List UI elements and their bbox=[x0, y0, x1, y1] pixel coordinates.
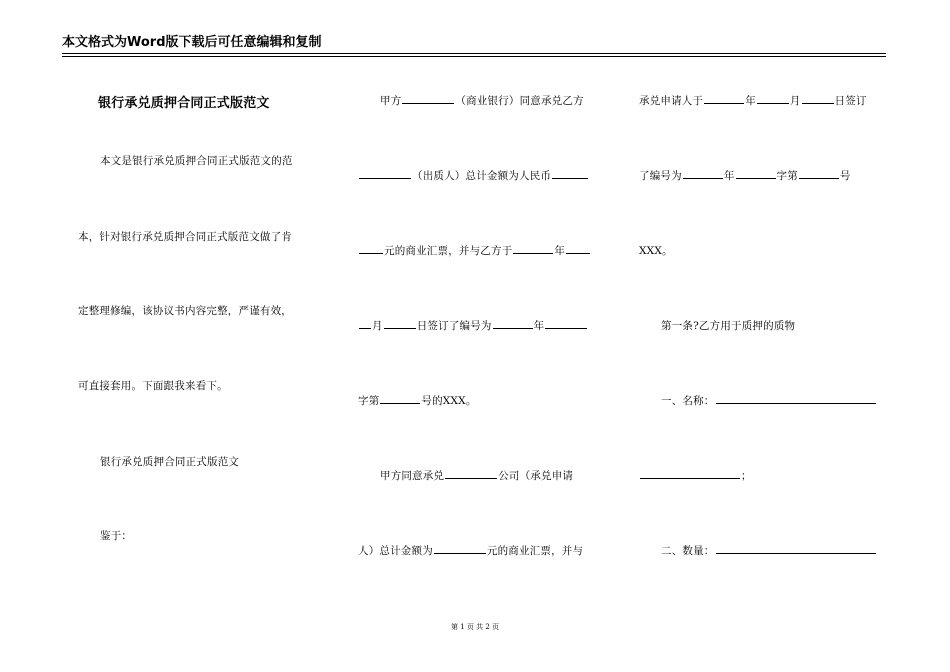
blank-field bbox=[384, 318, 416, 329]
text-fragment: 日签订了编号为 bbox=[416, 320, 492, 332]
blank-field bbox=[445, 468, 497, 479]
contract-line bbox=[358, 393, 477, 408]
blank-field bbox=[757, 93, 789, 104]
text-fragment: 字第 bbox=[358, 395, 380, 407]
text-fragment: 号的XXX。 bbox=[421, 395, 477, 407]
page-footer: 第 1 页 共 2 页 bbox=[450, 623, 500, 631]
contract-line bbox=[639, 93, 867, 108]
blank-field bbox=[434, 543, 486, 554]
blank-field bbox=[493, 318, 533, 329]
text-fragment: 元的商业汇票，并与乙方于 bbox=[384, 245, 513, 257]
contract-line bbox=[380, 468, 573, 483]
text-fragment: 年 bbox=[745, 95, 756, 107]
blank-field bbox=[552, 168, 588, 179]
paragraph-line: 鉴于： bbox=[100, 530, 133, 542]
text-fragment: 年 bbox=[554, 245, 566, 257]
blank-field bbox=[513, 243, 553, 254]
text-fragment: 年 bbox=[723, 170, 735, 182]
contract-line bbox=[639, 468, 752, 483]
text-fragment: 公司（承兑申请 bbox=[498, 470, 574, 482]
text-fragment: 日签订 bbox=[834, 95, 867, 107]
contract-line bbox=[661, 543, 877, 558]
blank-field bbox=[736, 168, 776, 179]
blank-field bbox=[380, 393, 420, 404]
text-fragment: 了编号为 bbox=[639, 170, 682, 182]
paragraph-line: 本，针对银行承兑质押合同正式版范文做了肯 bbox=[78, 231, 292, 243]
page-header bbox=[62, 33, 886, 54]
contract-line bbox=[380, 93, 584, 108]
header-divider bbox=[62, 56, 886, 57]
blank-field bbox=[402, 93, 454, 104]
text-fragment: 年 bbox=[533, 320, 545, 332]
article-heading: 第一条?乙方用于质押的质物 bbox=[661, 320, 796, 332]
blank-field bbox=[359, 318, 371, 329]
contract-line bbox=[358, 243, 591, 258]
blank-field bbox=[359, 243, 383, 254]
text-fragment: 人）总计金额为 bbox=[358, 545, 433, 557]
contract-line bbox=[358, 318, 588, 333]
paragraph-line: 可直接套用。下面跟我来看下。 bbox=[78, 380, 228, 392]
text-fragment: 甲方 bbox=[380, 95, 402, 107]
text-fragment: （出质人）总计金额为人民币 bbox=[412, 170, 552, 182]
contract-line bbox=[639, 168, 851, 183]
text-fragment: 字第 bbox=[776, 170, 798, 182]
blank-field bbox=[802, 93, 834, 104]
paragraph-line: 本文是银行承兑质押合同正式版范文的范 bbox=[100, 155, 293, 167]
blank-field bbox=[683, 168, 723, 179]
blank-field bbox=[716, 393, 876, 404]
blank-field bbox=[704, 93, 744, 104]
section-heading: 银行承兑质押合同正式版范文 bbox=[100, 456, 240, 468]
text-fragment: 承兑申请人于 bbox=[639, 95, 704, 107]
text-fragment: 二、数量： bbox=[661, 545, 715, 557]
contract-line: XXX。 bbox=[639, 245, 673, 257]
text-fragment: ； bbox=[741, 470, 752, 482]
blank-field bbox=[566, 243, 590, 254]
contract-line bbox=[358, 168, 589, 183]
text-fragment: 甲方同意承兑 bbox=[380, 470, 445, 482]
text-fragment: 一、名称： bbox=[661, 395, 715, 407]
blank-field bbox=[799, 168, 839, 179]
contract-line bbox=[358, 543, 583, 558]
blank-field bbox=[545, 318, 587, 329]
blank-field bbox=[716, 543, 876, 554]
text-fragment: （商业银行）同意承兑乙方 bbox=[455, 95, 584, 107]
text-fragment: 月 bbox=[789, 95, 801, 107]
text-fragment: 号 bbox=[839, 170, 851, 182]
document-title: 银行承兑质押合同正式版范文 bbox=[98, 96, 270, 111]
text-fragment: 元的商业汇票，并与 bbox=[486, 545, 584, 557]
blank-field bbox=[359, 168, 411, 179]
paragraph-line: 定整理修编，该协议书内容完整，严谨有效， bbox=[78, 305, 292, 317]
text-fragment: 月 bbox=[372, 320, 383, 332]
contract-line bbox=[661, 393, 877, 408]
header-text: 本文格式为Word版下载后可任意编辑和复制 bbox=[62, 35, 322, 50]
blank-field bbox=[640, 468, 740, 479]
